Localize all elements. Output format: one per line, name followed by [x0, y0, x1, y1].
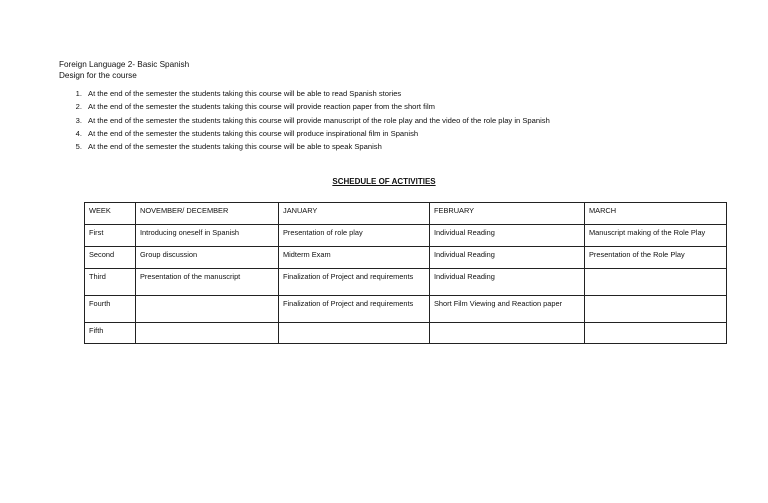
header-week: WEEK [85, 203, 136, 225]
objective-number: 2. [75, 102, 82, 112]
objective-number: 5. [75, 142, 82, 152]
table-cell: Individual Reading [430, 269, 585, 296]
document-header [59, 59, 189, 81]
schedule-title: SCHEDULE OF ACTIVITIES [332, 177, 436, 186]
course-subtitle: Design for the course [59, 71, 137, 80]
objective-item [59, 100, 550, 113]
table-cell: Second [85, 247, 136, 269]
table-row [85, 323, 727, 344]
objective-text: At the end of the semester the students taking this course will be able to read Spanish stories [88, 89, 402, 99]
objective-text: At the end of the semester the students taking this course will provide reaction paper from the short film [88, 102, 435, 112]
table-cell: Midterm Exam [279, 247, 430, 269]
header-february: FEBRUARY [430, 203, 585, 225]
objective-number: 3. [75, 115, 82, 125]
table-row [85, 225, 727, 247]
header-march: MARCH [585, 203, 727, 225]
table-cell [585, 269, 727, 296]
table-cell: Introducing oneself in Spanish [136, 225, 279, 247]
table-cell: Presentation of the manuscript [136, 269, 279, 296]
table-cell [585, 296, 727, 323]
objectives-list [59, 87, 550, 153]
table-row [85, 296, 727, 323]
table-cell: Fourth [85, 296, 136, 323]
objective-number: 1. [75, 89, 82, 99]
table-row [85, 269, 727, 296]
table-cell: Presentation of role play [279, 225, 430, 247]
table-cell: Fifth [85, 323, 136, 344]
header-nov-dec: NOVEMBER/ DECEMBER [136, 203, 279, 225]
objective-item [59, 127, 550, 140]
table-cell: First [85, 225, 136, 247]
table-cell: Manuscript making of the Role Play [585, 225, 727, 247]
table-cell: Third [85, 269, 136, 296]
table-cell: Short Film Viewing and Reaction paper [430, 296, 585, 323]
table-row [85, 247, 727, 269]
table-cell [430, 323, 585, 344]
table-cell: Group discussion [136, 247, 279, 269]
objective-item [59, 140, 550, 153]
objective-text: At the end of the semester the students taking this course will be able to speak Spanish [88, 142, 382, 152]
table-cell: Individual Reading [430, 247, 585, 269]
table-cell [136, 323, 279, 344]
table-cell: Presentation of the Role Play [585, 247, 727, 269]
objective-item [59, 114, 550, 127]
table-cell [279, 323, 430, 344]
header-january: JANUARY [279, 203, 430, 225]
table-cell [136, 296, 279, 323]
table-cell: Finalization of Project and requirements [279, 296, 430, 323]
course-title: Foreign Language 2- Basic Spanish [59, 60, 190, 69]
objective-item [59, 87, 550, 100]
objective-number: 4. [75, 129, 82, 139]
schedule-table [84, 202, 727, 344]
objective-text: At the end of the semester the students taking this course will provide manuscript of the role play and the video of the role play in Spanish [88, 115, 550, 125]
table-cell: Finalization of Project and requirements [279, 269, 430, 296]
table-header-row [85, 203, 727, 225]
table-cell: Individual Reading [430, 225, 585, 247]
objective-text: At the end of the semester the students taking this course will produce inspirational film in Spanish [88, 129, 419, 139]
table-cell [585, 323, 727, 344]
